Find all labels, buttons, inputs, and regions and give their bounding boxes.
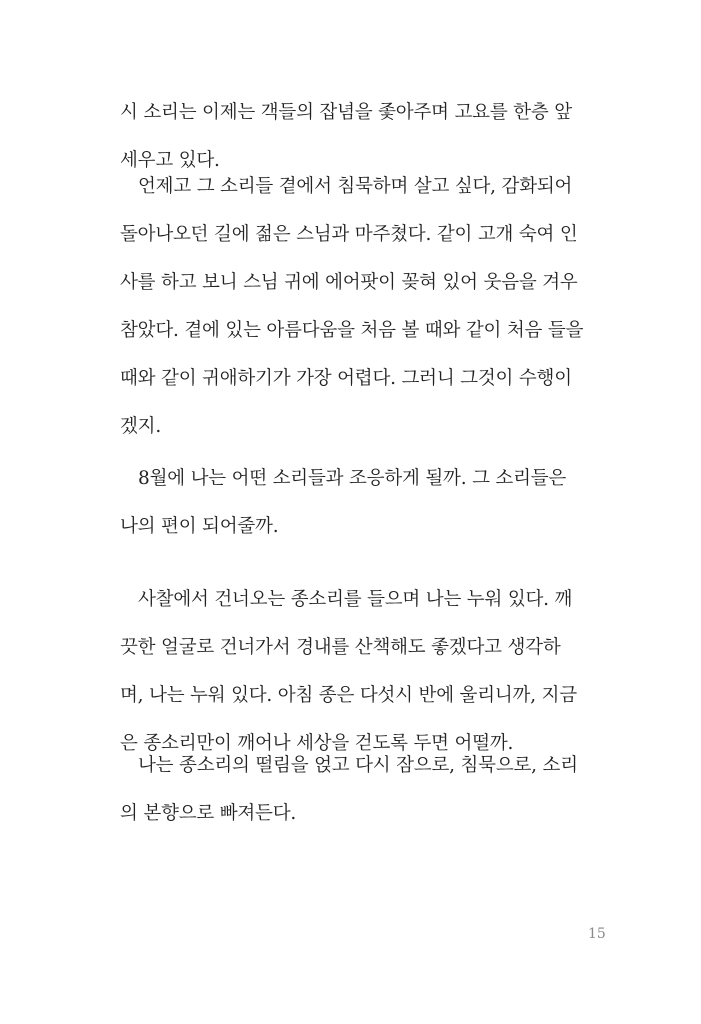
text-line: 돌아나오던 길에 젊은 스님과 마주쳤다. 같이 고개 숙여 인 [120, 224, 578, 245]
text-line: 언제고 그 소리들 곁에서 침묵하며 살고 싶다, 감화되어 [138, 176, 573, 197]
paragraph-3 [120, 455, 620, 551]
text-line: 나는 종소리의 떨림을 얹고 다시 잠으로, 침묵으로, 소리 [138, 755, 578, 776]
text-line: 때와 같이 귀애하기가 가장 어렵다. 그러니 그것이 수행이 [120, 368, 572, 389]
text-line: 8월에 나는 어떤 소리들과 조응하게 될까. 그 소리들은 [138, 468, 567, 489]
paragraph-5 [120, 742, 620, 838]
page-number: 15 [588, 926, 606, 942]
text-line: 세우고 있다. [120, 150, 220, 171]
text-line: 은 종소리만이 깨어나 세상을 걷도록 두면 어떨까. [120, 733, 514, 754]
paragraph-2 [120, 163, 620, 451]
text-line: 끗한 얼굴로 건너가서 경내를 산책해도 좋겠다고 생각하 [120, 637, 561, 658]
paragraph-4 [120, 576, 620, 768]
text-line: 사를 하고 보니 스님 귀에 에어팟이 꽂혀 있어 웃음을 겨우 [120, 272, 578, 293]
text-line: 의 본향으로 빠져든다. [120, 803, 297, 824]
text-line: 나의 편이 되어줄까. [120, 516, 279, 537]
text-line: 며, 나는 누워 있다. 아침 종은 다섯시 반에 울리니까, 지금 [120, 685, 577, 706]
text-line: 참았다. 곁에 있는 아름다움을 처음 볼 때와 같이 처음 들을 [120, 320, 584, 341]
text-line: 사찰에서 건너오는 종소리를 들으며 나는 누워 있다. 깨 [138, 589, 573, 610]
text-line: 시 소리는 이제는 객들의 잡념을 좇아주며 고요를 한층 앞 [120, 102, 572, 123]
text-line: 겠지. [120, 416, 162, 437]
